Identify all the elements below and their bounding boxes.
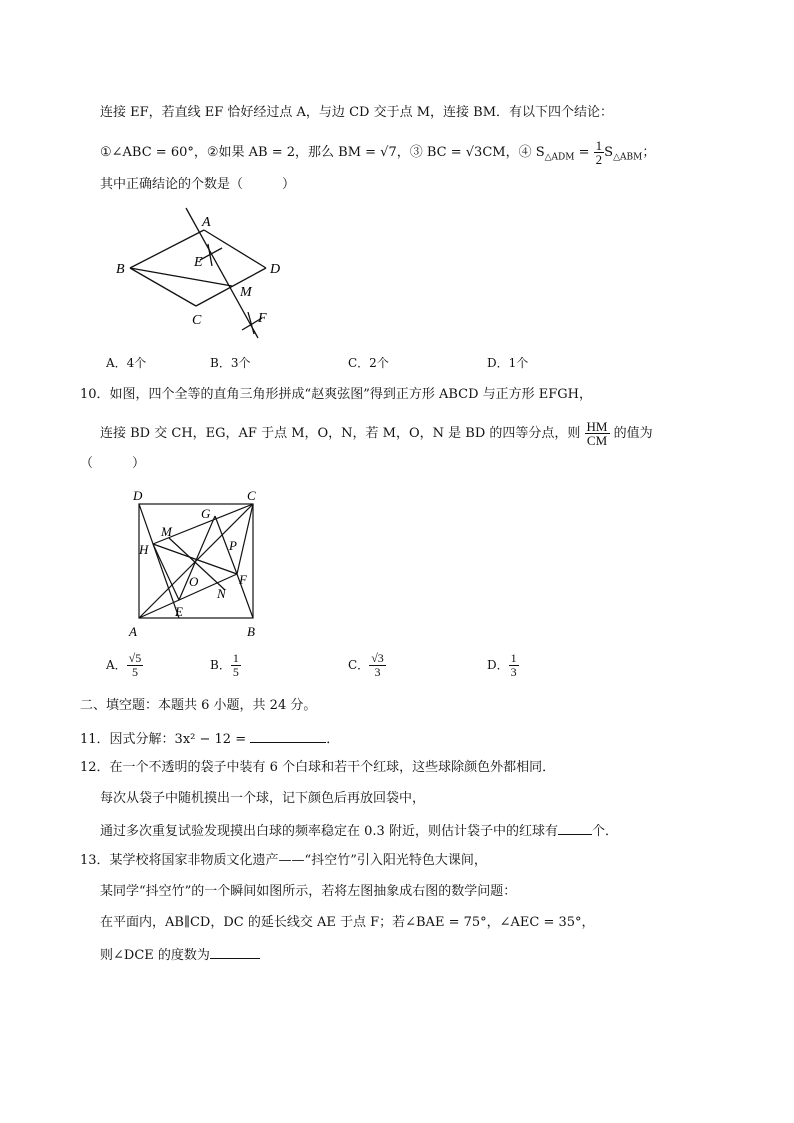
- q9-label-e: E: [194, 255, 203, 270]
- q10-line-ac: [139, 504, 179, 618]
- q10-option-d-label: D．: [487, 658, 509, 672]
- q10-label-e: E: [175, 604, 183, 619]
- q10-option-c-fraction: [369, 652, 386, 679]
- q10-option-d-den: 3: [510, 665, 517, 679]
- q10-label-f: F: [239, 572, 247, 587]
- q10-option-c[interactable]: [348, 652, 386, 679]
- q9-half-fraction: [594, 139, 605, 166]
- q13-line2: 某同学“抖空竹”的一个瞬间如图所示，若将左图抽象成右图的数学问题：: [100, 884, 517, 899]
- q11-text: 11．因式分解：3x² − 12 =: [80, 732, 251, 747]
- q10-line1: 10．如图，四个全等的直角三角形拼成“赵爽弦图”得到正方形 ABCD 与正方形 EFGH，: [80, 387, 593, 402]
- q9-frac-den: 2: [595, 152, 603, 167]
- q10-label-h: H: [139, 542, 149, 557]
- q11: [80, 728, 339, 750]
- q9-label-c: C: [192, 313, 202, 328]
- q10-text: 连接 BD 交 CH，EG，AF 于点 M，O，N，若 M，O，N 是 BD 的四等分点，则: [100, 426, 581, 441]
- q12-line2: 每次从袋子中随机摸出一个球，记下颜色后再放回袋中，: [100, 791, 426, 806]
- q10-option-b-label: B．: [210, 658, 231, 672]
- q10-option-c-label: C．: [348, 658, 370, 672]
- q12-line1: 12．在一个不透明的袋子中装有 6 个白球和若干个红球，这些球除颜色外都相同．: [80, 760, 556, 775]
- q10-label-d: D: [133, 488, 143, 503]
- q9-line1: 连接 EF，若直线 EF 恰好经过点 A，与边 CD 交于点 M，连接 BM．有以下四个结论：: [100, 105, 614, 120]
- q10-text-end: 的值为: [613, 426, 653, 441]
- q12-line3: [100, 820, 618, 842]
- q9-conclusions: ①∠ABC = 60°，②如果 AB = 2，那么 BM = √7，③ BC = √3CM，④ S: [100, 145, 545, 160]
- q11-answer-blank[interactable]: [250, 728, 326, 743]
- q9-line3: 其中正确结论的个数是（ ）: [100, 177, 296, 192]
- q10-label-n: N: [217, 586, 226, 601]
- q10-option-c-num: √3: [371, 651, 384, 665]
- q9-option-c[interactable]: C．2个: [348, 356, 389, 370]
- q10-label-g: G: [201, 506, 211, 521]
- q9-line-ab: [130, 230, 204, 268]
- q9-frac-num: 1: [595, 138, 603, 153]
- q9-label-m: M: [240, 285, 252, 300]
- q9-line-cd: [196, 268, 266, 306]
- q9-sub-adm: △ADM: [544, 152, 575, 163]
- q9-label-b: B: [116, 262, 125, 277]
- q10-frac-num: HM: [586, 419, 608, 434]
- q10-label-c: C: [247, 488, 256, 503]
- q12-line3-end: 个．: [591, 824, 618, 839]
- q10-label-m: M: [161, 524, 172, 539]
- q12-answer-blank[interactable]: [558, 820, 592, 835]
- q10-option-d[interactable]: [487, 652, 519, 679]
- q9-option-d[interactable]: D．1个: [487, 356, 529, 370]
- q10-option-b-num: 1: [232, 651, 239, 665]
- q9-sub-abm: △ABM: [613, 152, 643, 163]
- q9-s: S: [604, 145, 614, 160]
- q10-option-a-label: A．: [106, 658, 127, 672]
- q13-answer-blank[interactable]: [210, 944, 260, 959]
- q12-line3-text: 通过多次重复试验发现摸出白球的频率稳定在 0.3 附近，则估计袋子中的红球有: [100, 824, 558, 839]
- q10-label-p: P: [229, 538, 237, 553]
- q9-option-b[interactable]: B．3个: [210, 356, 251, 370]
- q10-line-hf: [153, 544, 237, 574]
- q9-option-a[interactable]: A．4个: [106, 356, 147, 370]
- q9-equals: =: [574, 145, 594, 160]
- q10-line-cf: [237, 504, 253, 574]
- q9-figure: [110, 200, 300, 340]
- q11-end: ．: [326, 732, 340, 747]
- q10-option-b-fraction: [231, 652, 241, 679]
- q13-line1: 13．某学校将国家非物质文化遗产——“抖空竹”引入阳光特色大课间，: [80, 853, 487, 868]
- q10-option-b[interactable]: [210, 652, 241, 679]
- q10-option-d-fraction: [509, 652, 519, 679]
- q10-line2: [100, 420, 653, 447]
- section-2-title: 二、填空题：本题共 6 小题，共 24 分。: [80, 698, 317, 713]
- q9-label-a: A: [202, 215, 211, 230]
- q10-figure: [125, 486, 270, 641]
- q10-option-d-num: 1: [510, 651, 517, 665]
- q13-line3: 在平面内，AB∥CD，DC 的延长线交 AE 于点 F；若∠BAE = 75°，∠AEC = 35°，: [100, 915, 595, 930]
- q9-label-f: F: [258, 311, 267, 326]
- q10-option-a-den: 5: [131, 665, 138, 679]
- q10-label-o: O: [189, 574, 199, 589]
- q10-frac-den: CM: [586, 433, 608, 448]
- q9-semicolon: ；: [642, 145, 656, 160]
- q10-option-b-den: 5: [232, 665, 239, 679]
- q10-option-a[interactable]: [106, 652, 143, 679]
- q9-line-ad: [204, 230, 266, 268]
- q9-line2: [100, 139, 655, 168]
- q10-line3: （ ）: [80, 456, 146, 471]
- q13-line4: [100, 944, 260, 966]
- q10-option-a-num: √5: [128, 651, 142, 665]
- q9-label-d: D: [270, 262, 281, 277]
- q10-hm-cm-fraction: [585, 420, 610, 447]
- q13-line4-text: 则∠DCE 的度数为: [100, 948, 210, 963]
- q10-label-b: B: [247, 624, 255, 639]
- q10-option-a-fraction: [127, 652, 144, 679]
- q10-option-c-den: 3: [374, 665, 381, 679]
- q10-label-a: A: [129, 624, 137, 639]
